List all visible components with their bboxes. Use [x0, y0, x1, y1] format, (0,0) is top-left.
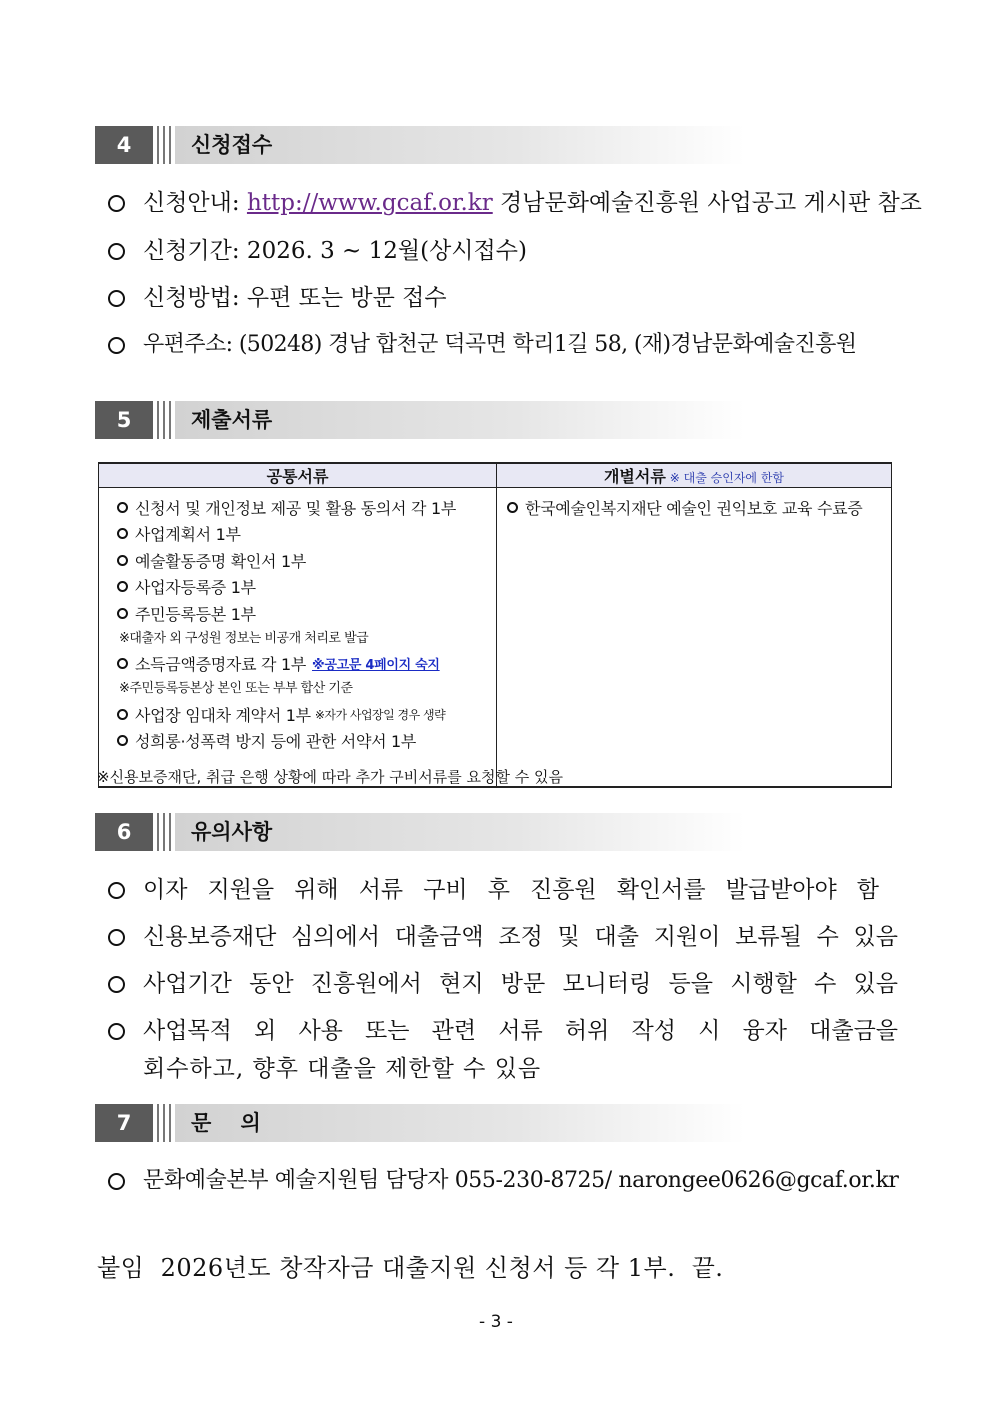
- list-item: [117, 494, 496, 521]
- attachment-line: 붙임 2026년도 창작자금 대출지원 신청서 등 각 1부. 끝.: [97, 1254, 724, 1282]
- doc-item-text: 한국예술인복지재단 예술인 권익보호 교육 수료증: [525, 498, 863, 518]
- common-docs-header-label: 공통서류: [266, 467, 329, 486]
- section-5-header: [95, 401, 745, 439]
- circle-bullet-icon: [117, 502, 128, 513]
- doc-item-text: 소득금액증명자료 각 1부: [135, 655, 307, 675]
- caution-text: 회수하고, 향후 대출을 제한할 수 있음: [143, 1056, 542, 1082]
- list-item: [507, 494, 891, 521]
- contact-item: [108, 1166, 898, 1196]
- apply-period-item: [108, 236, 898, 266]
- apply-guide-item: [108, 188, 922, 218]
- section-6-header: [95, 813, 745, 851]
- doc-item-text: 성희롱·성폭력 방지 등에 관한 서약서 1부: [135, 732, 417, 752]
- list-item: [117, 701, 496, 728]
- circle-bullet-icon: [108, 882, 125, 899]
- common-docs-cell: [99, 488, 497, 788]
- section-number: 4: [95, 126, 153, 164]
- circle-bullet-icon: [108, 929, 125, 946]
- caution-text: 이자 지원을 위해 서류 구비 후 진흥원 확인서를 발급받아야 함: [143, 877, 879, 903]
- list-item: [117, 651, 496, 678]
- section-title: 문 의: [191, 1111, 261, 1135]
- circle-bullet-icon: [108, 1173, 125, 1190]
- caution-item-3: [108, 969, 898, 999]
- circle-bullet-icon: [108, 1023, 125, 1040]
- apply-period-text: 신청기간: 2026. 3 ~ 12월(상시접수): [143, 238, 527, 264]
- caution-item-4: [108, 1016, 898, 1046]
- caution-item-1: [108, 875, 898, 905]
- caution-text: 사업기간 동안 진흥원에서 현지 방문 모니터링 등을 시행할 수 있음: [143, 971, 898, 997]
- apply-method-item: [108, 283, 898, 313]
- caution-item-4-cont: [143, 1054, 743, 1084]
- apply-guide-text: 경남문화예술진흥원 사업공고 게시판 참조: [492, 190, 922, 216]
- list-item: [117, 600, 496, 627]
- doc-item-text: 사업계획서 1부: [135, 525, 241, 545]
- notice-reference-link[interactable]: ※공고문 4페이지 숙지: [312, 658, 440, 674]
- circle-bullet-icon: [108, 976, 125, 993]
- circle-bullet-icon: [108, 290, 125, 307]
- section-divider: [153, 126, 175, 164]
- postal-address-item: [108, 330, 898, 360]
- section-4-header: [95, 126, 745, 164]
- section-7-header: [95, 1104, 745, 1142]
- doc-item-text: 예술활동증명 확인서 1부: [135, 551, 307, 571]
- list-item: [117, 574, 496, 601]
- section-divider: [153, 813, 175, 851]
- list-item: [117, 728, 496, 755]
- postal-address-text: 우편주소: (50248) 경남 합천군 덕곡면 학리1길 58, (재)경남문화예술진흥원: [143, 332, 857, 357]
- caution-text: 신용보증재단 심의에서 대출금액 조정 및 대출 지원이 보류될 수 있음: [143, 924, 898, 950]
- additional-docs-note: ※신용보증재단, 취급 은행 상황에 따라 추가 구비서류를 요청할 수 있음: [97, 768, 563, 786]
- circle-bullet-icon: [117, 608, 128, 619]
- individual-docs-header-label: 개별서류: [603, 467, 666, 486]
- circle-bullet-icon: [117, 528, 128, 539]
- circle-bullet-icon: [117, 735, 128, 746]
- common-docs-header: [99, 463, 497, 488]
- apply-guide-label: 신청안내:: [143, 190, 247, 216]
- list-item: [117, 547, 496, 574]
- circle-bullet-icon: [117, 555, 128, 566]
- documents-table: [98, 462, 892, 788]
- individual-docs-header-note: ※ 대출 승인자에 한함: [669, 471, 785, 485]
- circle-bullet-icon: [108, 243, 125, 260]
- website-link[interactable]: http://www.gcaf.or.kr: [246, 190, 493, 216]
- caution-text: 사업목적 외 사용 또는 관련 서류 허위 작성 시 융자 대출금을: [143, 1018, 898, 1044]
- doc-item-text: 주민등록등본 1부: [135, 604, 256, 624]
- doc-inline-note: ※자가 사업장일 경우 생략: [314, 707, 446, 722]
- circle-bullet-icon: [117, 658, 128, 669]
- section-number: 5: [95, 401, 153, 439]
- circle-bullet-icon: [117, 709, 128, 720]
- page-number: - 3 -: [479, 1312, 513, 1332]
- circle-bullet-icon: [108, 337, 125, 354]
- section-title: 제출서류: [191, 408, 273, 432]
- individual-docs-cell: [497, 488, 892, 788]
- circle-bullet-icon: [117, 581, 128, 592]
- list-item: [117, 521, 496, 548]
- circle-bullet-icon: [507, 502, 518, 513]
- individual-docs-header: [497, 463, 892, 488]
- doc-item-text: 사업장 임대차 계약서 1부: [135, 705, 311, 725]
- contact-text: 문화예술본부 예술지원팀 담당자 055-230-8725/ narongee0626@gcaf.or.kr: [143, 1168, 899, 1193]
- section-number: 7: [95, 1104, 153, 1142]
- doc-note: ※대출자 외 구성원 정보는 비공개 처리로 발급: [119, 630, 369, 646]
- section-title: 유의사항: [191, 820, 273, 844]
- section-divider: [153, 1104, 175, 1142]
- section-title: 신청접수: [191, 133, 273, 157]
- circle-bullet-icon: [108, 195, 125, 212]
- doc-item-text: 신청서 및 개인정보 제공 및 활용 동의서 각 1부: [135, 498, 456, 518]
- doc-item-text: 사업자등록증 1부: [135, 578, 256, 598]
- doc-note: ※주민등록등본상 본인 또는 부부 합산 기준: [119, 681, 353, 696]
- section-divider: [153, 401, 175, 439]
- section-number: 6: [95, 813, 153, 851]
- apply-method-text: 신청방법: 우편 또는 방문 접수: [143, 285, 447, 311]
- caution-item-2: [108, 922, 898, 952]
